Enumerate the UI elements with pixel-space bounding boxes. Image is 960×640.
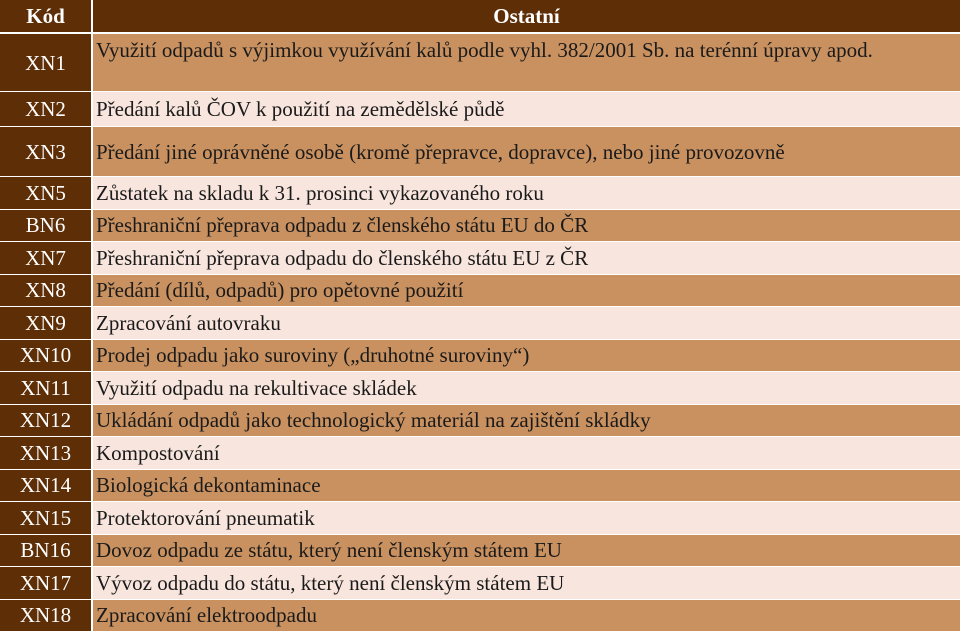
table-row [0,307,960,340]
header-code: Kód [0,0,92,33]
row-description: Přeshraniční přeprava odpadu do členského státu EU z ČR [92,242,960,275]
row-code: BN16 [0,534,92,567]
row-code: XN12 [0,404,92,437]
row-code: XN15 [0,502,92,535]
row-code: BN6 [0,209,92,242]
table-row [0,534,960,567]
row-description: Kompostování [92,437,960,470]
row-description: Zůstatek na skladu k 31. prosinci vykazovaného roku [92,177,960,210]
row-code: XN13 [0,437,92,470]
row-code: XN17 [0,567,92,600]
table-row [0,404,960,437]
row-code: XN3 [0,127,92,177]
table-row [0,177,960,210]
header-description: Ostatní [92,0,960,33]
table-row [0,274,960,307]
table-row [0,127,960,177]
row-description: Zpracování autovraku [92,307,960,340]
row-code: XN1 [0,33,92,92]
row-description: Protektorování pneumatik [92,502,960,535]
row-description: Přeshraniční přeprava odpadu z členského státu EU do ČR [92,209,960,242]
row-description: Využití odpadů s výjimkou využívání kalů podle vyhl. 382/2001 Sb. na terénní úpravy apod. [92,33,960,92]
row-code: XN9 [0,307,92,340]
row-description: Předání (dílů, odpadů) pro opětovné použití [92,274,960,307]
row-code: XN2 [0,92,92,127]
row-description: Biologická dekontaminace [92,469,960,502]
table-row [0,502,960,535]
table-row [0,339,960,372]
header-row [0,0,960,33]
table-row [0,33,960,92]
row-description: Dovoz odpadu ze státu, který není členským státem EU [92,534,960,567]
row-description: Předání jiné oprávněné osobě (kromě přepravce, dopravce), nebo jiné provozovně [92,127,960,177]
table-row [0,242,960,275]
row-code: XN14 [0,469,92,502]
row-code: XN10 [0,339,92,372]
row-description: Předání kalů ČOV k použití na zemědělské půdě [92,92,960,127]
table-row [0,92,960,127]
row-code: XN7 [0,242,92,275]
row-description: Využití odpadu na rekultivace skládek [92,372,960,405]
row-description: Vývoz odpadu do státu, který není členským státem EU [92,567,960,600]
table-row [0,209,960,242]
table-row [0,469,960,502]
row-description: Prodej odpadu jako suroviny („druhotné suroviny“) [92,339,960,372]
table-row [0,567,960,600]
row-description: Ukládání odpadů jako technologický materiál na zajištění skládky [92,404,960,437]
table-row [0,437,960,470]
row-code: XN8 [0,274,92,307]
row-code: XN18 [0,599,92,632]
row-code: XN5 [0,177,92,210]
table-row [0,599,960,632]
row-code: XN11 [0,372,92,405]
table-row [0,372,960,405]
row-description: Zpracování elektroodpadu [92,599,960,632]
